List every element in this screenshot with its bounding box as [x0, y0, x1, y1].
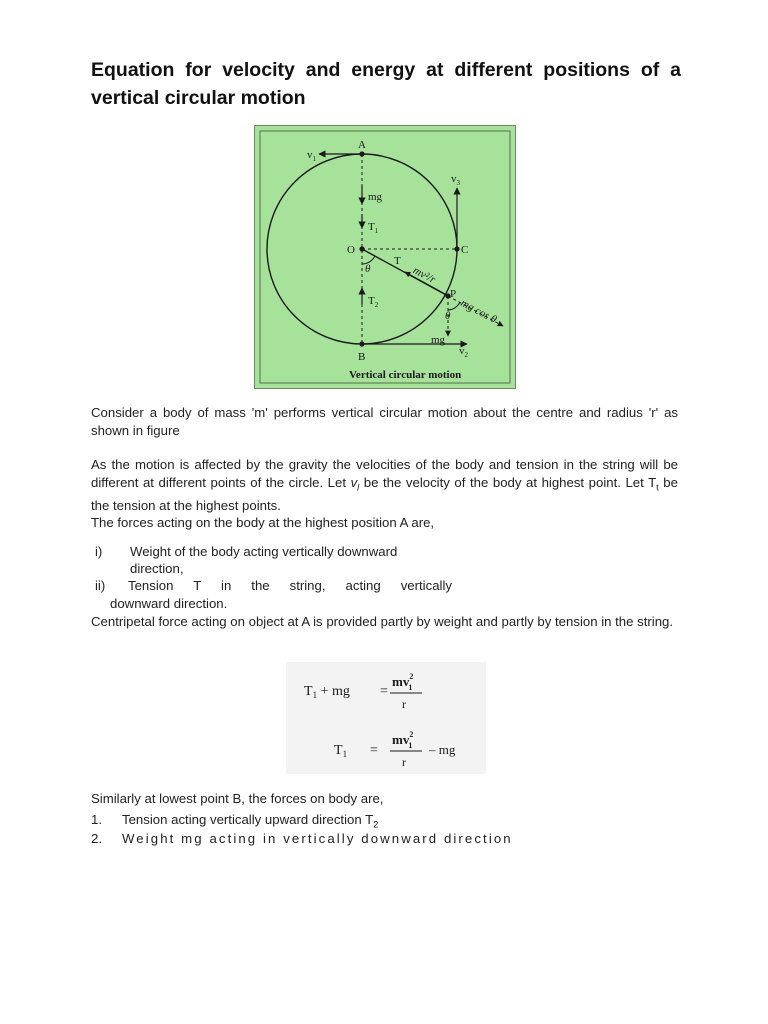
list-item-continuation: direction,	[130, 561, 184, 576]
eq1-denominator: r	[402, 697, 406, 711]
list-item-continuation: downward direction.	[110, 596, 228, 611]
centripetal-paragraph: Centripetal force acting on object at A is provided partly by weight and partly by tension in the string.	[91, 614, 674, 629]
label-b: B	[358, 351, 366, 363]
label-v1: $v_1$	[307, 149, 316, 163]
list-item: Tension acting vertically upward direction $T_2$	[122, 812, 379, 830]
eq2-tail: – mg	[429, 742, 456, 757]
list-marker: 1.	[91, 812, 102, 827]
list-marker: ii)	[95, 578, 106, 593]
intro-paragraph: Consider a body of mass 'm' performs vertical circular motion about the centre and radius 'r' as shown in figure	[91, 405, 678, 438]
label-mg-top: mg	[368, 191, 383, 203]
label-t1: $T_1$	[368, 221, 379, 235]
label-v3: $v_3$	[451, 173, 460, 187]
eq2-equals: =	[370, 743, 378, 758]
label-t2: $T_2$	[368, 295, 379, 309]
label-centripetal: mv²/r	[410, 264, 438, 287]
eq2-lhs: $T_1$	[334, 743, 348, 759]
figure-caption: Vertical circular motion	[349, 369, 462, 381]
eq1-lhs: $T_1$ + mg	[304, 684, 350, 700]
label-theta-p: θ	[445, 310, 451, 322]
list-item: Weight mg acting in vertically downward direction	[122, 831, 513, 846]
label-t: T	[394, 255, 401, 267]
theta-arc-p	[448, 302, 460, 310]
label-c: C	[461, 244, 469, 256]
tension-equations	[286, 662, 486, 774]
eq1-equals: =	[380, 684, 388, 699]
list-marker: 2.	[91, 831, 102, 846]
label-mg-bottom: mg	[431, 334, 446, 346]
label-mgcos: mg cos θ	[458, 297, 499, 326]
eq2-denominator: r	[402, 755, 406, 769]
figure-diagram	[255, 126, 517, 390]
list-marker: i)	[95, 544, 103, 559]
label-v2: $v_2$	[459, 345, 468, 359]
vertical-circular-motion-figure	[254, 125, 516, 389]
label-p: P	[450, 288, 457, 300]
list-item: Tension T in the string, acting vertically	[128, 578, 452, 593]
eq2-numerator: $mv^2$ 1	[392, 730, 414, 750]
velocity-paragraph: As the motion is affected by the gravity the velocities of the body and tension in the string will be different at different points of the circle. Let $v_l$ be the velocity of the body at highest point. Let $T_t$ be the tension at the highest points. The forces acting on the body at the highest position A are,	[91, 457, 678, 531]
equations-drawing	[286, 662, 486, 774]
label-theta-o: θ	[365, 263, 371, 275]
list-item: Weight of the body acting vertically downward	[130, 544, 398, 559]
label-a: A	[358, 139, 366, 151]
eq1-numerator: $mv^2$ 1	[392, 672, 414, 692]
label-o: O	[347, 244, 355, 256]
page-title: Equation for velocity and energy at different positions of a vertical circular motion	[91, 59, 681, 109]
point-o	[359, 246, 364, 251]
figure-inner-frame	[260, 131, 510, 383]
lowest-point-paragraph: Similarly at lowest point B, the forces on body are,	[91, 791, 384, 806]
